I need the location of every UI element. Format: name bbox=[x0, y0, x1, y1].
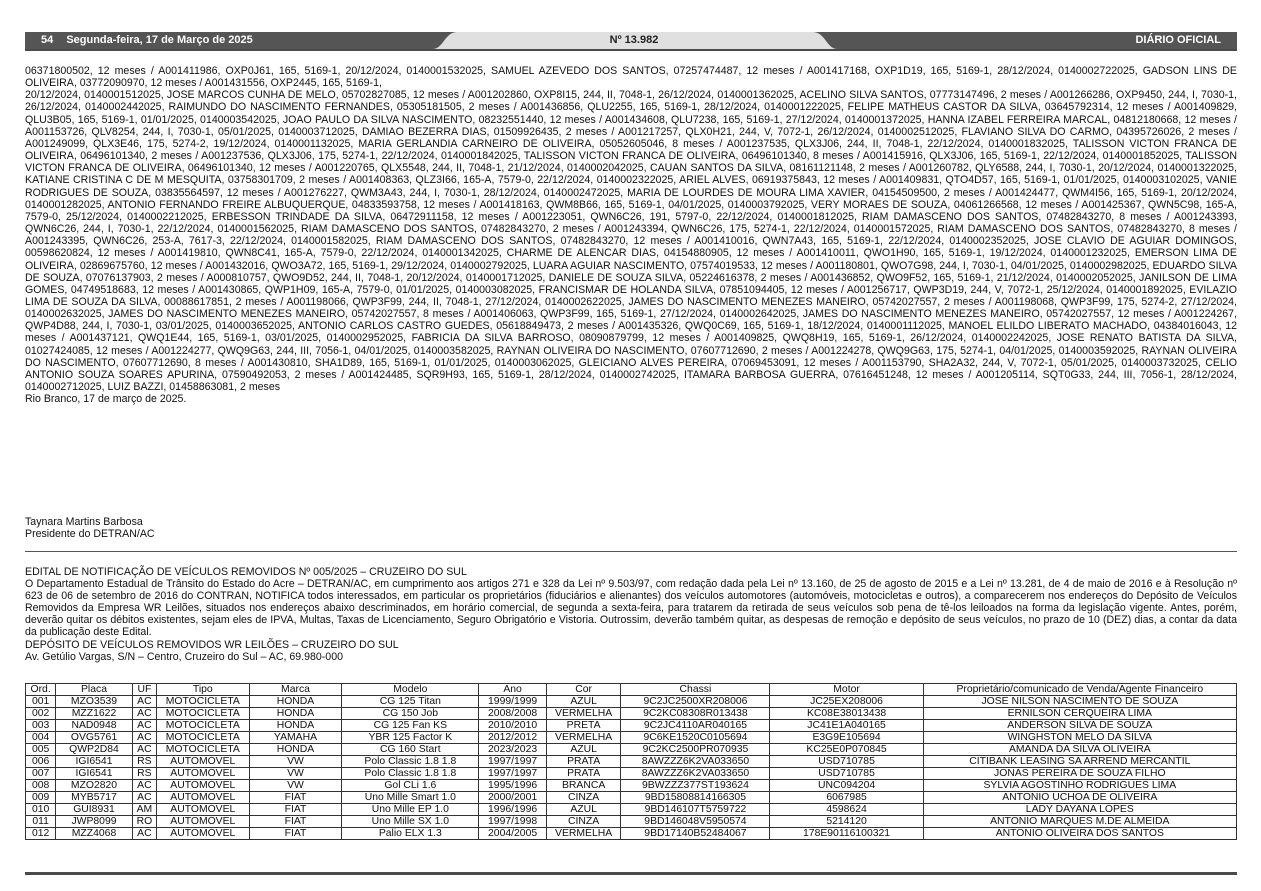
table-cell: AMANDA DA SILVA OLIVEIRA bbox=[923, 744, 1236, 756]
table-cell: 1997/1997 bbox=[479, 756, 547, 768]
table-cell: CG 160 Start bbox=[342, 744, 479, 756]
table-cell: HONDA bbox=[249, 708, 342, 720]
table-cell: 010 bbox=[26, 804, 56, 816]
table-cell: JC25EX208006 bbox=[770, 696, 923, 708]
table-cell: CG 125 Fan KS bbox=[342, 720, 479, 732]
table-cell: AZUL bbox=[546, 696, 621, 708]
table-cell: 9BWZZZ377ST193624 bbox=[621, 780, 770, 792]
table-cell: USD710785 bbox=[770, 768, 923, 780]
table-cell: 008 bbox=[26, 780, 56, 792]
edital-section bbox=[25, 566, 1237, 663]
table-cell: IGI6541 bbox=[56, 756, 133, 768]
table-cell: 009 bbox=[26, 792, 56, 804]
table-cell: RS bbox=[132, 756, 156, 768]
table-cell: MOTOCICLETA bbox=[156, 696, 249, 708]
table-cell: 9C2JC4110AR040165 bbox=[621, 720, 770, 732]
table-cell: PRETA bbox=[546, 720, 621, 732]
table-row bbox=[26, 816, 1237, 828]
table-cell: HONDA bbox=[249, 696, 342, 708]
table-cell: 1997/1998 bbox=[479, 816, 547, 828]
table-cell: PRATA bbox=[546, 756, 621, 768]
table-cell: VW bbox=[249, 768, 342, 780]
footer-rule bbox=[25, 872, 1237, 875]
column-header: Proprietário/comunicado de Venda/Agente Financeiro bbox=[923, 684, 1236, 696]
table-cell: 2000/2001 bbox=[479, 792, 547, 804]
notice-closing: Rio Branco, 17 de março de 2025. bbox=[25, 393, 187, 406]
table-cell: BRANCA bbox=[546, 780, 621, 792]
table-cell: VW bbox=[249, 756, 342, 768]
table-row bbox=[26, 780, 1237, 792]
table-cell: YBR 125 Factor K bbox=[342, 732, 479, 744]
table-cell: 1997/1997 bbox=[479, 768, 547, 780]
table-cell: FIAT bbox=[249, 792, 342, 804]
table-cell: CITIBANK LEASING SA ARREND MERCANTIL bbox=[923, 756, 1236, 768]
table-cell: YAMAHA bbox=[249, 732, 342, 744]
table-cell: JC41E1A040165 bbox=[770, 720, 923, 732]
table-cell: Uno Mille SX 1.0 bbox=[342, 816, 479, 828]
table-cell: 003 bbox=[26, 720, 56, 732]
table-cell: USD710785 bbox=[770, 756, 923, 768]
table-cell: AC bbox=[132, 744, 156, 756]
table-cell: MZZ1622 bbox=[56, 708, 133, 720]
table-cell: 9C2KC08308R013438 bbox=[621, 708, 770, 720]
table-cell: JWP8099 bbox=[56, 816, 133, 828]
table-cell: MOTOCICLETA bbox=[156, 708, 249, 720]
table-cell: CG 125 Titan bbox=[342, 696, 479, 708]
table-cell: MZO3539 bbox=[56, 696, 133, 708]
table-cell: ERNILSON CERQUEIRA LIMA bbox=[923, 708, 1236, 720]
table-cell: 1996/1996 bbox=[479, 804, 547, 816]
table-cell: 9BD146107T5759722 bbox=[621, 804, 770, 816]
table-cell: FIAT bbox=[249, 828, 342, 840]
table-cell: MOTOCICLETA bbox=[156, 720, 249, 732]
table-cell: 007 bbox=[26, 768, 56, 780]
table-cell: ANTONIO UCHOA DE OLIVEIRA bbox=[923, 792, 1236, 804]
header-rule bbox=[25, 49, 1237, 51]
column-header: Placa bbox=[56, 684, 133, 696]
table-cell: SYLVIA AGOSTINHO RODRIGUES LIMA bbox=[923, 780, 1236, 792]
table-cell: 9C6KE1520C0105694 bbox=[621, 732, 770, 744]
table-cell: RS bbox=[132, 768, 156, 780]
table-cell: VERMELHA bbox=[546, 732, 621, 744]
table-cell: AUTOMÓVEL bbox=[156, 804, 249, 816]
table-cell: AM bbox=[132, 804, 156, 816]
table-cell: HONDA bbox=[249, 744, 342, 756]
table-cell: UNC094204 bbox=[770, 780, 923, 792]
table-cell: MZZ4068 bbox=[56, 828, 133, 840]
table-cell: AUTOMÓVEL bbox=[156, 828, 249, 840]
table-cell: 005 bbox=[26, 744, 56, 756]
table-cell: Gol CLi 1.6 bbox=[342, 780, 479, 792]
table-cell: ANTONIO OLIVEIRA DOS SANTOS bbox=[923, 828, 1236, 840]
column-header: Cor bbox=[546, 684, 621, 696]
table-cell: MOTOCICLETA bbox=[156, 732, 249, 744]
table-row bbox=[26, 732, 1237, 744]
table-cell: 4598624 bbox=[770, 804, 923, 816]
notice-paragraph: 06371800502, 12 meses / A001411986, OXP0J61, 165, 5169-1, 20/12/2024, 0140001532025, SAMUEL AZEVEDO DOS SANTOS, 07257474487, 12 meses / A001417168, OXP1D19, 165, 5169-1, 28/12/2024, 0140002722025, GADSON LINS DE OLIVEIRA, 03772090970, 12 meses / A001431556, OXP2445, 165, 5169-1, bbox=[25, 65, 1237, 90]
table-cell: AC bbox=[132, 720, 156, 732]
table-cell: AC bbox=[132, 708, 156, 720]
table-cell: VERMELHA bbox=[546, 708, 621, 720]
table-cell: Polo Classic 1.8 1.8 bbox=[342, 768, 479, 780]
table-cell: 8AWZZZ6K2VA033650 bbox=[621, 756, 770, 768]
page-number: 54 bbox=[41, 34, 54, 46]
edital-body: O Departamento Estadual de Trânsito do Estado do Acre – DETRAN/AC, em cumprimento aos artigos 271 e 328 da Lei nº 9.503/97, com redação dada pela Lei nº 13.160, de 25 de agosto de 2015 e a Lei nº 13.281, de 4 de maio de 2016 e à Resolução nº 623 de 06 de setembro de 2016 do CONTRAN, NOTIFICA todos interessados, em particular os proprietários (fiduciários e alienantes) dos veículos automotores (automóveis, motocicletas e outros), a comparecerem nos endereços do Depósito de Veículos Removidos da Empresa WR Leilões, situados nos endereços abaixo descriminados, em horário comercial, de segunda a sexta-feira, para tratarem da retirada de seus veículos sob pena de tê-los leiloados na forma da legislação vigente. Antes, porém, deverão quitar os débitos existentes, sejam eles de IPVA, Multas, Taxas de Licenciamento, Seguro Obrigatório e Vistoria. Outrossim, deverão também quitar, as despesas de remoção e depósito de seus veículos, no prazo de 10 (DEZ) dias, a contar da data da publicação deste Edital. bbox=[25, 578, 1237, 639]
table-cell: MOTOCICLETA bbox=[156, 744, 249, 756]
column-header: Ano bbox=[479, 684, 547, 696]
column-header: Chassi bbox=[621, 684, 770, 696]
header-left bbox=[41, 33, 253, 48]
table-cell: 9BD146048V5950574 bbox=[621, 816, 770, 828]
table-cell: 178E90116100321 bbox=[770, 828, 923, 840]
table-cell: NAD0948 bbox=[56, 720, 133, 732]
header-date: Segunda-feira, 17 de Março de 2025 bbox=[66, 34, 253, 46]
table-cell: 006 bbox=[26, 756, 56, 768]
table-row bbox=[26, 744, 1237, 756]
table-cell: AC bbox=[132, 696, 156, 708]
table-cell: 9C2JC2500XR208006 bbox=[621, 696, 770, 708]
table-cell: AUTOMÓVEL bbox=[156, 816, 249, 828]
table-cell: QWP2D84 bbox=[56, 744, 133, 756]
table-cell: RO bbox=[132, 816, 156, 828]
table-row bbox=[26, 768, 1237, 780]
table-cell: AUTOMÓVEL bbox=[156, 792, 249, 804]
column-header: UF bbox=[132, 684, 156, 696]
column-header: Tipo bbox=[156, 684, 249, 696]
table-cell: LADY DAYANA LOPES bbox=[923, 804, 1236, 816]
table-cell: Palio ELX 1.3 bbox=[342, 828, 479, 840]
table-row bbox=[26, 804, 1237, 816]
table-row bbox=[26, 696, 1237, 708]
table-cell: 2023/2023 bbox=[479, 744, 547, 756]
table-cell: 9C2KC2500PR070935 bbox=[621, 744, 770, 756]
table-row bbox=[26, 792, 1237, 804]
deposit-address: Av. Getúlio Vargas, S/N – Centro, Cruzeiro do Sul – AC, 69.980-000 bbox=[25, 650, 343, 663]
column-header: Ord. bbox=[26, 684, 56, 696]
column-header: Marca bbox=[249, 684, 342, 696]
table-cell: IGI6541 bbox=[56, 768, 133, 780]
table-cell: ANTONIO MARQUES M.DE ALMEIDA bbox=[923, 816, 1236, 828]
table-cell: AC bbox=[132, 732, 156, 744]
column-header: Modelo bbox=[342, 684, 479, 696]
table-cell: 6067985 bbox=[770, 792, 923, 804]
table-row bbox=[26, 720, 1237, 732]
table-cell: 2012/2012 bbox=[479, 732, 547, 744]
notice-paragraph: 20/12/2024, 0140001512025, JOSE MARCOS CUNHA DE MELO, 05702827085, 12 meses / A001202860, OXP8I15, 244, II, 7048-1, 26/12/2024, 0140001362025, ACELINO SILVA SANTOS, 07773147496, 2 meses / A001266286, OXP9450, 244, I, 7030-1, 26/12/2024, 0140002442025, RAIMUNDO DO NASCIMENTO FERNANDES, 05305181505, 2 meses / A001436856, QLU2255, 165, 5169-1, 28/12/2024, 0140001222025, FELIPE MATHEUS CASTOR DA SILVA, 03645792314, 12 meses / A001409829, QLU3B05, 165, 5169-1, 01/01/2025, 0140003542025, JOAO PAULO DA SILVA NASCIMENTO, 08232551440, 12 meses / A001434608, QLU7238, 165, 5169-1, 27/12/2024, 0140001372025, HANNA IZABEL FERREIRA MARCAL, 04812180668, 12 meses / A001153726, QLV8254, 244, I, 7030-1, 05/01/2025, 0140003712025, DAMIAO BEZERRA DIAS, 01509926435, 2 meses / A001217257, QLX0H21, 244, V, 7072-1, 26/12/2024, 0140002512025, FLAVIANO SILVA DO CARMO, 04395726026, 2 meses / A001249099, QLX3E46, 175, 5274-2, 19/12/2024, 0140001132025, MARIA GERLANDIA CARNEIRO DE OLIVEIRA, 05052605046, 8 meses / A001237535, QLX3J06, 244, II, 7048-1, 22/12/2024, 0140001832025, TALISSON VICTON FRANCA DE OLIVEIRA, 06496101340, 2 meses / A001237536, QLX3J06, 175, 5274-1, 22/12/2024, 0140001842025, TALISSON VICTON FRANCA DE OLIVEIRA, 06496101340, 8 meses / A001415916, QLX3J06, 165, 5169-1, 22/12/2024, 0140001852025, TALISSON VICTON FRANCA DE OLIVEIRA, 06496101340, 12 meses / A001220765, QLX5548, 244, II, 7048-1, 21/12/2024, 0140002042025, CAUAN SANTOS DA SILVA, 08161121148, 2 meses / A001260782, QLY6588, 244, I, 7030-1, 20/12/2024, 0140001322025, KATIANE CRISTINA C DE M MESQUITA, 03758301709, 2 meses / A001408363, QLZ3I66, 165-A, 7579-0, 22/12/2024, 0140002322025, ARIEL ALVES, 06919375843, 12 meses / A001409831, QTO4D57, 165, 5169-1, 01/01/2025, 0140003102025, VANIE RODRIGUES DE SOUZA, 03835564597, 12 meses / A001276227, QWM3A43, 244, I, 7030-1, 28/12/2024, 0140002472025, MARIA DE LOURDES DE MOURA LIMA XAVIER, 04154509500, 2 meses / A001424477, QWM4I56, 165, 5169-1, 20/12/2024, 0140001282025, ANTONIO FERNANDO FREIRE ALBUQUERQUE, 04833593758, 12 meses / A001418163, QWM8B66, 165, 5169-1, 04/01/2025, 0140003792025, VERY MORAES DE SOUZA, 04061266568, 12 meses / A001425367, QWN5C98, 165-A, 7579-0, 25/12/2024, 0140002212025, ERBESSON TRINDADE DA SILVA, 06472911158, 12 meses / A001223051, QWN6C26, 191, 5797-0, 22/12/2024, 0140001812025, RIAM DAMASCENO DOS SANTOS, 07482843270, 8 meses / A001243393, QWN6C26, 244, I, 7030-1, 22/12/2024, 0140001562025, RIAM DAMASCENO DOS SANTOS, 07482843270, 2 meses / A001243394, QWN6C26, 175, 5274-1, 22/12/2024, 0140001572025, RIAM DAMASCENO DOS SANTOS, 07482843270, 8 meses / A001243395, QWN6C26, 253-A, 7617-3, 22/12/2024, 0140001582025, RIAM DAMASCENO DOS SANTOS, 07482843270, 12 meses / A001410016, QWN7A43, 165, 5169-1, 22/12/2024, 0140002352025, JOSE CLAVIO DE AGUIAR DOMINGOS, 00598620824, 12 meses / A001419810, QWN8C41, 165-A, 7579-0, 22/12/2024, 0140001342025, CHARME DE ALENCAR DIAS, 04154880905, 12 meses / A001410011, QWO1H90, 165, 5169-1, 19/12/2024, 0140001232025, EMERSON LIMA DE OLIVEIRA, 02869675760, 12 meses / A001432016, QWO3A72, 165, 5169-1, 29/12/2024, 0140002792025, LUARA AGUIAR NASCIMENTO, 07574019533, 12 meses / A001180801, QWO7G98, 244, I, 7030-1, 04/01/2025, 0140002982025, EDUARDO SILVA DE SOUZA, 07076137903, 2 meses / A000810757, QWO9D52, 244, II, 7048-1, 20/12/2024, 0140001712025, DANIELE DE SOUZA SILVA, 05224616378, 2 meses / A001436852, QWO9F52, 165, 5169-1, 21/12/2024, 0140002052025, JANILSON DE LIMA GOMES, 04749518683, 12 meses / A001430865, QWP1H09, 165-A, 7579-0, 01/01/2025, 0140003082025, FRANCISMAR DE HOLANDA SILVA, 07851094405, 12 meses / A001256717, QWP3D19, 244, V, 7072-1, 25/12/2024, 0140001892025, EVILAZIO LIMA DE SOUZA DA SILVA, 00088617851, 2 meses / A001198066, QWP3F99, 244, II, 7048-1, 27/12/2024, 0140002622025, JAMES DO NASCIMENTO MENEZES MANEIRO, 05742027557, 2 meses / A001198068, QWP3F99, 175, 5274-2, 27/12/2024, 0140002632025, JAMES DO NASCIMENTO MENEZES MANEIRO, 05742027557, 8 meses / A001406063, QWP3F99, 165, 5169-1, 27/12/2024, 0140002642025, JAMES DO NASCIMENTO MENEZES MANEIRO, 05742027557, 12 meses / A001224267, QWP4D88, 244, I, 7030-1, 03/01/2025, 0140003652025, ANTONIO CARLOS CASTRO GUEDES, 05618849473, 2 meses / A001435326, QWQ0C69, 165, 5169-1, 18/12/2024, 0140001112025, MANOEL ELILDO LIBERATO MACHADO, 04384016043, 12 meses / A001437121, QWQ1E44, 165, 5169-1, 03/01/2025, 0140002952025, FABRICIA DA SILVA BARROSO, 08090879799, 12 meses / A001409825, QWQ8H19, 165, 5169-1, 26/12/2024, 0140002242025, JOSE RENATO BATISTA DA SILVA, 01027424085, 12 meses / A001224277, QWQ9G63, 244, III, 7056-1, 04/01/2025, 0140003582025, RAYNAN OLIVEIRA DO NASCIMENTO, 07607712690, 2 meses / A001224278, QWQ9G63, 175, 5274-1, 04/01/2025, 0140003592025, RAYNAN OLIVEIRA DO NASCIMENTO, 07607712690, 8 meses / A001430810, SHA1D89, 165, 5169-1, 01/01/2025, 0140003062025, GLEICIANO ALVES PEREIRA, 07069453091, 12 meses / A001153790, SHA2A32, 244, V, 7072-1, 05/01/2025, 0140003732025, CELIO ANTONIO SOUZA SOARES APURINA, 07590492053, 2 meses / A001424485, SQR9H93, 165, 5169-1, 28/12/2024, 0140002742025, ITAMARA BARBOSA GUERRA, 07616451248, 12 meses / A001205114, SQT0G33, 244, III, 7056-1, 28/12/2024, 0140002712025, LUIZ BAZZI, 01458863081, 2 meses bbox=[25, 89, 1237, 394]
notice-body bbox=[25, 65, 1237, 405]
table-cell: 001 bbox=[26, 696, 56, 708]
table-cell: VW bbox=[249, 780, 342, 792]
table-cell: MZO2820 bbox=[56, 780, 133, 792]
signature-block bbox=[25, 516, 155, 540]
table-cell: AUTOMÓVEL bbox=[156, 756, 249, 768]
publication-title: DIÁRIO OFICIAL bbox=[1135, 34, 1221, 46]
table-cell: GUI8931 bbox=[56, 804, 133, 816]
signature-role: Presidente do DETRAN/AC bbox=[25, 528, 155, 541]
table-cell: CINZA bbox=[546, 792, 621, 804]
table-cell: 1999/1999 bbox=[479, 696, 547, 708]
table-cell: Uno Mille EP 1.0 bbox=[342, 804, 479, 816]
section-divider bbox=[25, 551, 1237, 552]
page-header bbox=[25, 32, 1237, 49]
table-cell: FIAT bbox=[249, 804, 342, 816]
table-cell: CINZA bbox=[546, 816, 621, 828]
table-cell: 002 bbox=[26, 708, 56, 720]
table-cell: AZUL bbox=[546, 804, 621, 816]
table-cell: AC bbox=[132, 780, 156, 792]
table-cell: 2008/2008 bbox=[479, 708, 547, 720]
table-cell: AUTOMÓVEL bbox=[156, 768, 249, 780]
table-cell: 8AWZZZ6K2VA033650 bbox=[621, 768, 770, 780]
table-cell: JONAS PEREIRA DE SOUZA FILHO bbox=[923, 768, 1236, 780]
table-cell: WINGHSTON MELO DA SILVA bbox=[923, 732, 1236, 744]
table-cell: MYB5717 bbox=[56, 792, 133, 804]
table-cell: 2004/2005 bbox=[479, 828, 547, 840]
table-cell: OVG5761 bbox=[56, 732, 133, 744]
table-cell: AUTOMÓVEL bbox=[156, 780, 249, 792]
table-cell: 2010/2010 bbox=[479, 720, 547, 732]
table-cell: 1995/1996 bbox=[479, 780, 547, 792]
table-cell: AC bbox=[132, 792, 156, 804]
table-cell: KC08E38013438 bbox=[770, 708, 923, 720]
table-cell: 5214120 bbox=[770, 816, 923, 828]
vehicle-table bbox=[25, 683, 1237, 840]
table-cell: 011 bbox=[26, 816, 56, 828]
table-row bbox=[26, 708, 1237, 720]
table-row bbox=[26, 756, 1237, 768]
signature-name: Taynara Martins Barbosa bbox=[25, 516, 143, 528]
deposit-name: DEPÓSITO DE VEÍCULOS REMOVIDOS WR LEILÕES – CRUZEIRO DO SUL bbox=[25, 638, 399, 651]
edital-title: EDITAL DE NOTIFICAÇÃO DE VEÍCULOS REMOVIDOS Nº 005/2025 – CRUZEIRO DO SUL bbox=[25, 566, 467, 578]
table-cell: Polo Classic 1.8 1.8 bbox=[342, 756, 479, 768]
table-cell: E3G9E105694 bbox=[770, 732, 923, 744]
table-row bbox=[26, 828, 1237, 840]
table-cell: PRATA bbox=[546, 768, 621, 780]
table-cell: 9BD15808814166305 bbox=[621, 792, 770, 804]
table-cell: FIAT bbox=[249, 816, 342, 828]
table-cell: 9BD17140B52484067 bbox=[621, 828, 770, 840]
table-cell: KC25E0P070845 bbox=[770, 744, 923, 756]
table-header-row bbox=[26, 684, 1237, 696]
table-cell: HONDA bbox=[249, 720, 342, 732]
table-cell: ANDERSON SILVA DE SOUZA bbox=[923, 720, 1236, 732]
issue-number: Nº 13.982 bbox=[609, 34, 659, 46]
table-cell: CG 150 Job bbox=[342, 708, 479, 720]
vehicle-table-body bbox=[26, 696, 1237, 840]
column-header: Motor bbox=[770, 684, 923, 696]
table-cell: 012 bbox=[26, 828, 56, 840]
table-cell: 004 bbox=[26, 732, 56, 744]
table-cell: AC bbox=[132, 828, 156, 840]
table-cell: AZUL bbox=[546, 744, 621, 756]
table-cell: Uno Mille Smart 1.0 bbox=[342, 792, 479, 804]
table-cell: JOSE NILSON NASCIMENTO DE SOUZA bbox=[923, 696, 1236, 708]
table-cell: VERMELHA bbox=[546, 828, 621, 840]
